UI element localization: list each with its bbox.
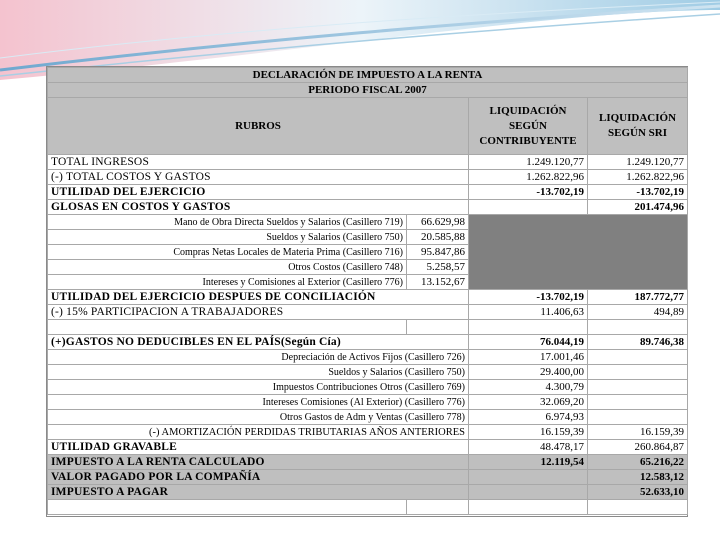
contrib-empty <box>469 485 588 500</box>
row-label: IMPUESTO A LA RENTA CALCULADO <box>48 455 469 470</box>
empty-cell <box>588 500 688 515</box>
valor-pagado-row <box>48 470 688 485</box>
col-sri-line2: SEGÚN SRI <box>608 127 668 139</box>
contrib-value: -13.702,19 <box>469 185 588 200</box>
item-value: 13.152,67 <box>407 275 469 290</box>
contrib-empty <box>469 200 588 215</box>
glosas-row <box>48 200 688 215</box>
row-label: TOTAL INGRESOS <box>48 155 469 170</box>
item-label: Sueldos y Salarios (Casillero 750) <box>48 365 469 380</box>
row-label: (-) TOTAL COSTOS Y GASTOS <box>48 170 469 185</box>
impuesto-calculado-row <box>48 455 688 470</box>
item-label: Otros Gastos de Adm y Ventas (Casillero 778) <box>48 410 469 425</box>
empty-cell <box>48 500 407 515</box>
sri-value: 65.216,22 <box>588 455 688 470</box>
col-sri-header <box>588 98 688 155</box>
amortizacion-row <box>48 425 688 440</box>
tax-declaration-sheet <box>46 66 688 517</box>
tax-declaration-table <box>47 67 688 515</box>
item-label: Otros Costos (Casillero 748) <box>48 260 407 275</box>
contrib-value: 76.044,19 <box>469 335 588 350</box>
item-value: 95.847,86 <box>407 245 469 260</box>
contrib-empty <box>469 470 588 485</box>
sri-value: 494,89 <box>588 305 688 320</box>
col-contrib-line1: LIQUIDACIÓN <box>489 104 567 117</box>
gastos-item-row <box>48 395 688 410</box>
col-sri-line1: LIQUIDACIÓN <box>599 112 677 124</box>
item-value: 29.400,00 <box>469 365 588 380</box>
gastos-no-deducibles-row <box>48 335 688 350</box>
impuesto-pagar-row <box>48 485 688 500</box>
total-ingresos-row <box>48 155 688 170</box>
sri-value: 201.474,96 <box>588 200 688 215</box>
sri-value: 12.583,12 <box>588 470 688 485</box>
item-value: 20.585,88 <box>407 230 469 245</box>
gastos-item-row <box>48 410 688 425</box>
sri-value: 1.262.822,96 <box>588 170 688 185</box>
col-contribuyente-header <box>469 98 588 155</box>
sri-value: 52.633,10 <box>588 485 688 500</box>
row-label: (-) 15% PARTICIPACION A TRABAJADORES <box>48 305 469 320</box>
empty-cell <box>469 500 588 515</box>
empty-cell <box>588 320 688 335</box>
column-header-row <box>48 98 688 155</box>
utilidad-conciliacion-row <box>48 290 688 305</box>
participacion-row <box>48 305 688 320</box>
sri-value: 260.864,87 <box>588 440 688 455</box>
row-label: (+)GASTOS NO DEDUCIBLES EN EL PAÍS(Según Cía) <box>48 335 469 350</box>
item-label: Intereses Comisiones (Al Exterior) (Casillero 776) <box>48 395 469 410</box>
empty-cell <box>469 320 588 335</box>
sri-empty <box>588 380 688 395</box>
item-label: Intereses y Comisiones al Exterior (Casillero 776) <box>48 275 407 290</box>
contrib-value: 16.159,39 <box>469 425 588 440</box>
item-value: 66.629,98 <box>407 215 469 230</box>
sri-value: 1.249.120,77 <box>588 155 688 170</box>
item-label: Impuestos Contribuciones Otros (Casillero 769) <box>48 380 469 395</box>
row-label: UTILIDAD DEL EJERCICIO <box>48 185 469 200</box>
col-contrib-line3: CONTRIBUYENTE <box>479 134 577 147</box>
item-value: 4.300,79 <box>469 380 588 395</box>
item-label: Sueldos y Salarios (Casillero 750) <box>48 230 407 245</box>
glosas-item-row <box>48 215 688 230</box>
sri-value: 187.772,77 <box>588 290 688 305</box>
gastos-item-row <box>48 380 688 395</box>
contrib-value: -13.702,19 <box>469 290 588 305</box>
sri-empty <box>588 395 688 410</box>
title-row <box>48 68 688 83</box>
item-value: 5.258,57 <box>407 260 469 275</box>
col-rubros-header: RUBROS <box>48 98 469 155</box>
empty-cell <box>48 320 407 335</box>
sri-value: -13.702,19 <box>588 185 688 200</box>
gastos-item-row <box>48 350 688 365</box>
gastos-item-row <box>48 365 688 380</box>
row-label: IMPUESTO A PAGAR <box>48 485 469 500</box>
row-label: (-) AMORTIZACIÓN PERDIDAS TRIBUTARIAS AÑOS ANTERIORES <box>48 425 469 440</box>
item-label: Mano de Obra Directa Sueldos y Salarios (Casillero 719) <box>48 215 407 230</box>
table-title: DECLARACIÓN DE IMPUESTO A LA RENTA <box>48 68 688 83</box>
utilidad-row <box>48 185 688 200</box>
trailing-empty-row <box>48 500 688 515</box>
contrib-value: 48.478,17 <box>469 440 588 455</box>
sri-empty <box>588 410 688 425</box>
item-value: 17.001,46 <box>469 350 588 365</box>
contrib-value: 12.119,54 <box>469 455 588 470</box>
col-contrib-line2: SEGÚN <box>509 119 547 132</box>
contrib-value: 11.406,63 <box>469 305 588 320</box>
contrib-value: 1.249.120,77 <box>469 155 588 170</box>
sri-empty <box>588 365 688 380</box>
total-costos-row <box>48 170 688 185</box>
row-label: UTILIDAD GRAVABLE <box>48 440 469 455</box>
utilidad-gravable-row <box>48 440 688 455</box>
sri-value: 89.746,38 <box>588 335 688 350</box>
contrib-value: 1.262.822,96 <box>469 170 588 185</box>
spacer-row <box>48 320 688 335</box>
item-label: Compras Netas Locales de Materia Prima (Casillero 716) <box>48 245 407 260</box>
empty-cell <box>407 320 469 335</box>
sri-value: 16.159,39 <box>588 425 688 440</box>
period-label: PERIODO FISCAL 2007 <box>48 83 688 98</box>
period-row <box>48 83 688 98</box>
row-label: UTILIDAD DEL EJERCICIO DESPUES DE CONCILIACIÓN <box>48 290 469 305</box>
empty-cell <box>407 500 469 515</box>
row-label: VALOR PAGADO POR LA COMPAÑÍA <box>48 470 469 485</box>
sri-empty <box>588 350 688 365</box>
item-value: 32.069,20 <box>469 395 588 410</box>
item-value: 6.974,93 <box>469 410 588 425</box>
row-label: GLOSAS EN COSTOS Y GASTOS <box>48 200 469 215</box>
item-label: Depreciación de Activos Fijos (Casillero 726) <box>48 350 469 365</box>
gray-block <box>469 215 688 290</box>
